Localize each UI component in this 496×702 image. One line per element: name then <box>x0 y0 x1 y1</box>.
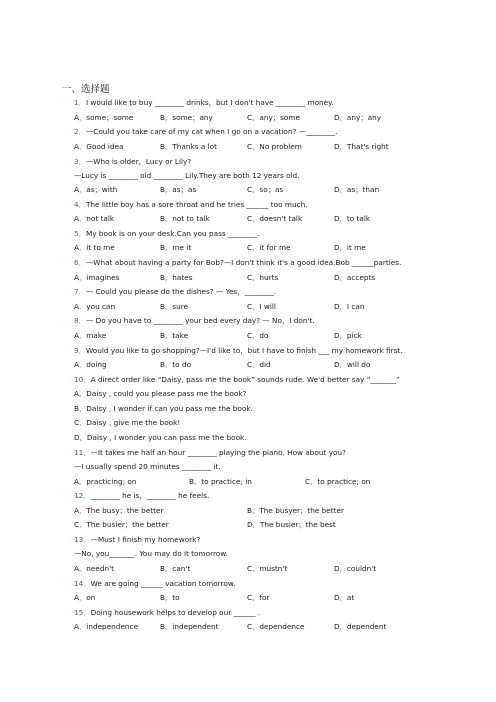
q8-option-d[interactable]: D．pick <box>334 331 362 340</box>
section-title: 一、选择题 <box>62 84 110 95</box>
question-text: I would like to buy ________ drinks，but I don't have ________ money. <box>85 98 334 107</box>
q2-option-c[interactable]: C．No problem <box>247 142 302 151</box>
q5-option-c[interactable]: C．it for me <box>247 243 291 252</box>
q3-option-a[interactable]: A．as；with <box>74 185 118 194</box>
q10-option-c[interactable]: C．Daisy , give me the book! <box>74 418 181 427</box>
q4-option-a[interactable]: A．not talk <box>74 214 115 223</box>
question-number: 1． <box>74 98 86 107</box>
q13-option-b[interactable]: B．can't <box>160 564 191 573</box>
question-3-stem <box>74 157 484 167</box>
q3-option-c[interactable]: C．so；as <box>247 185 284 194</box>
question-4-stem <box>74 200 484 210</box>
question-number: 5． <box>74 229 86 238</box>
question-number: 15． <box>74 608 91 617</box>
q4-option-b[interactable]: B．not to talk <box>160 214 210 223</box>
question-13-stem <box>74 535 484 545</box>
question-6-stem <box>74 258 484 268</box>
question-number: 9． <box>74 346 86 355</box>
question-12-stem <box>74 491 484 501</box>
q13-option-d[interactable]: D．couldn't <box>334 564 377 573</box>
question-13-stem-line2: —No, you_______. You may do it tomorrow. <box>74 549 228 558</box>
question-text: Would you like to go shopping?—I'd like to，but I have to finish ___ my homework first. <box>85 346 403 355</box>
q10-option-d[interactable]: D．Daisy , I wonder you can pass me the book. <box>74 433 247 442</box>
q7-option-d[interactable]: D．I can <box>334 302 365 311</box>
q1-option-d[interactable]: D．any；any <box>334 113 382 122</box>
question-text: —It takes me half an hour ________ playing the piano. How about you? <box>90 448 346 457</box>
q12-option-b[interactable]: B．The busyer；the better <box>247 506 344 515</box>
q2-option-a[interactable]: A．Good idea <box>74 142 124 151</box>
question-9-stem <box>74 346 484 356</box>
question-8-stem <box>74 316 484 326</box>
q9-option-d[interactable]: D．will do <box>334 360 371 369</box>
question-10-stem <box>74 375 484 385</box>
q14-option-b[interactable]: B．to <box>160 593 180 602</box>
q9-option-b[interactable]: B．to do <box>160 360 192 369</box>
question-1-stem <box>74 98 484 108</box>
q14-option-c[interactable]: C．for <box>247 593 270 602</box>
q8-option-c[interactable]: C．do <box>247 331 269 340</box>
q14-option-d[interactable]: D．at <box>334 593 355 602</box>
q9-option-c[interactable]: C．did <box>247 360 271 369</box>
q2-option-b[interactable]: B．Thanks a lot <box>160 142 217 151</box>
question-text: The little boy has a sore throat and he tries ______ too much. <box>85 200 308 209</box>
question-number: 10． <box>74 375 91 384</box>
question-number: 7． <box>74 287 86 296</box>
question-text: —Must I finish my homework? <box>90 535 201 544</box>
q15-option-b[interactable]: B．independent <box>160 622 219 631</box>
q11-option-a[interactable]: A．practicing; on <box>74 477 137 486</box>
question-number: 4． <box>74 200 86 209</box>
q14-option-a[interactable]: A．on <box>74 593 96 602</box>
question-text: —Could you take care of my cat when I go on a vacation? —________. <box>85 127 338 136</box>
q6-option-a[interactable]: A．imagines <box>74 273 120 282</box>
q12-option-d[interactable]: D．The busier；the best <box>247 520 336 529</box>
question-text: We are going ______ vacation tomorrow. <box>90 579 236 588</box>
q7-option-b[interactable]: B．sure <box>160 302 189 311</box>
question-3-stem-line2: —Lucy is ________ old ________ Lily.They are both 12 years old. <box>74 171 300 180</box>
q2-option-d[interactable]: D．That's right <box>334 142 389 151</box>
q8-option-b[interactable]: B．take <box>160 331 189 340</box>
question-number: 13． <box>74 535 91 544</box>
q15-option-a[interactable]: A．independence <box>74 622 139 631</box>
question-number: 6． <box>74 258 86 267</box>
q1-option-c[interactable]: C．any；some <box>247 113 300 122</box>
question-text: ________ he is，________ he feels. <box>90 491 210 500</box>
q5-option-a[interactable]: A．it to me <box>74 243 115 252</box>
question-11-stem-line2: —I usually spend 20 minutes ________ it. <box>74 462 221 471</box>
question-number: 2． <box>74 127 86 136</box>
question-14-stem <box>74 579 484 589</box>
q12-option-a[interactable]: A．The busy；the better <box>74 506 164 515</box>
q6-option-d[interactable]: D．accepts <box>334 273 376 282</box>
q13-option-c[interactable]: C．mustn't <box>247 564 288 573</box>
q12-option-c[interactable]: C．The busier；the better <box>74 520 169 529</box>
q6-option-b[interactable]: B．hates <box>160 273 193 282</box>
q4-option-d[interactable]: D．to talk <box>334 214 371 223</box>
question-5-stem <box>74 229 484 239</box>
question-text: — Do you have to ________ your bed every day? — No，I don't. <box>85 316 315 325</box>
question-15-stem <box>74 608 484 618</box>
q1-option-a[interactable]: A．some；some <box>74 113 134 122</box>
question-text: My book is on your desk.Can you pass ________. <box>85 229 260 238</box>
q4-option-c[interactable]: C．doesn't talk <box>247 214 303 223</box>
question-text: Doing housework helps to develop our ______ . <box>90 608 261 617</box>
question-text: — Could you please do the dishes? — Yes，________. <box>85 287 277 296</box>
question-text: —Who is older，Lucy or Lily? <box>85 157 192 166</box>
q8-option-a[interactable]: A．make <box>74 331 107 340</box>
question-7-stem <box>74 287 484 297</box>
q13-option-a[interactable]: A．needn't <box>74 564 115 573</box>
q3-option-b[interactable]: B．as；as <box>160 185 197 194</box>
q5-option-d[interactable]: D．it me <box>334 243 366 252</box>
question-text: —What about having a party for Bob?—I don't think it's a good idea.Bob ______parties. <box>85 258 402 267</box>
q15-option-d[interactable]: D．dependent <box>334 622 387 631</box>
q9-option-a[interactable]: A．doing <box>74 360 107 369</box>
question-number: 14． <box>74 579 91 588</box>
q6-option-c[interactable]: C．hurts <box>247 273 279 282</box>
q7-option-c[interactable]: C．I will <box>247 302 276 311</box>
q1-option-b[interactable]: B．some；any <box>160 113 213 122</box>
question-text: A direct order like “Daisy, pass me the book” sounds rude. We'd better say “_______” <box>90 375 400 384</box>
question-number: 12． <box>74 491 91 500</box>
q11-option-b[interactable]: B．to practice; in <box>189 477 252 486</box>
q3-option-d[interactable]: D．as；than <box>334 185 380 194</box>
question-number: 3． <box>74 157 86 166</box>
question-number: 11． <box>74 448 91 457</box>
question-2-stem <box>74 127 484 137</box>
q10-option-a[interactable]: A．Daisy , could you please pass me the book? <box>74 389 247 398</box>
question-number: 8． <box>74 316 86 325</box>
question-11-stem <box>74 448 484 458</box>
q11-option-c[interactable]: C．to practice; on <box>305 477 371 486</box>
q10-option-b[interactable]: B．Daisy , I wonder if can you pass me the book. <box>74 404 253 413</box>
q7-option-a[interactable]: A．you can <box>74 302 116 311</box>
q15-option-c[interactable]: C．dependence <box>247 622 305 631</box>
q5-option-b[interactable]: B．me it <box>160 243 192 252</box>
